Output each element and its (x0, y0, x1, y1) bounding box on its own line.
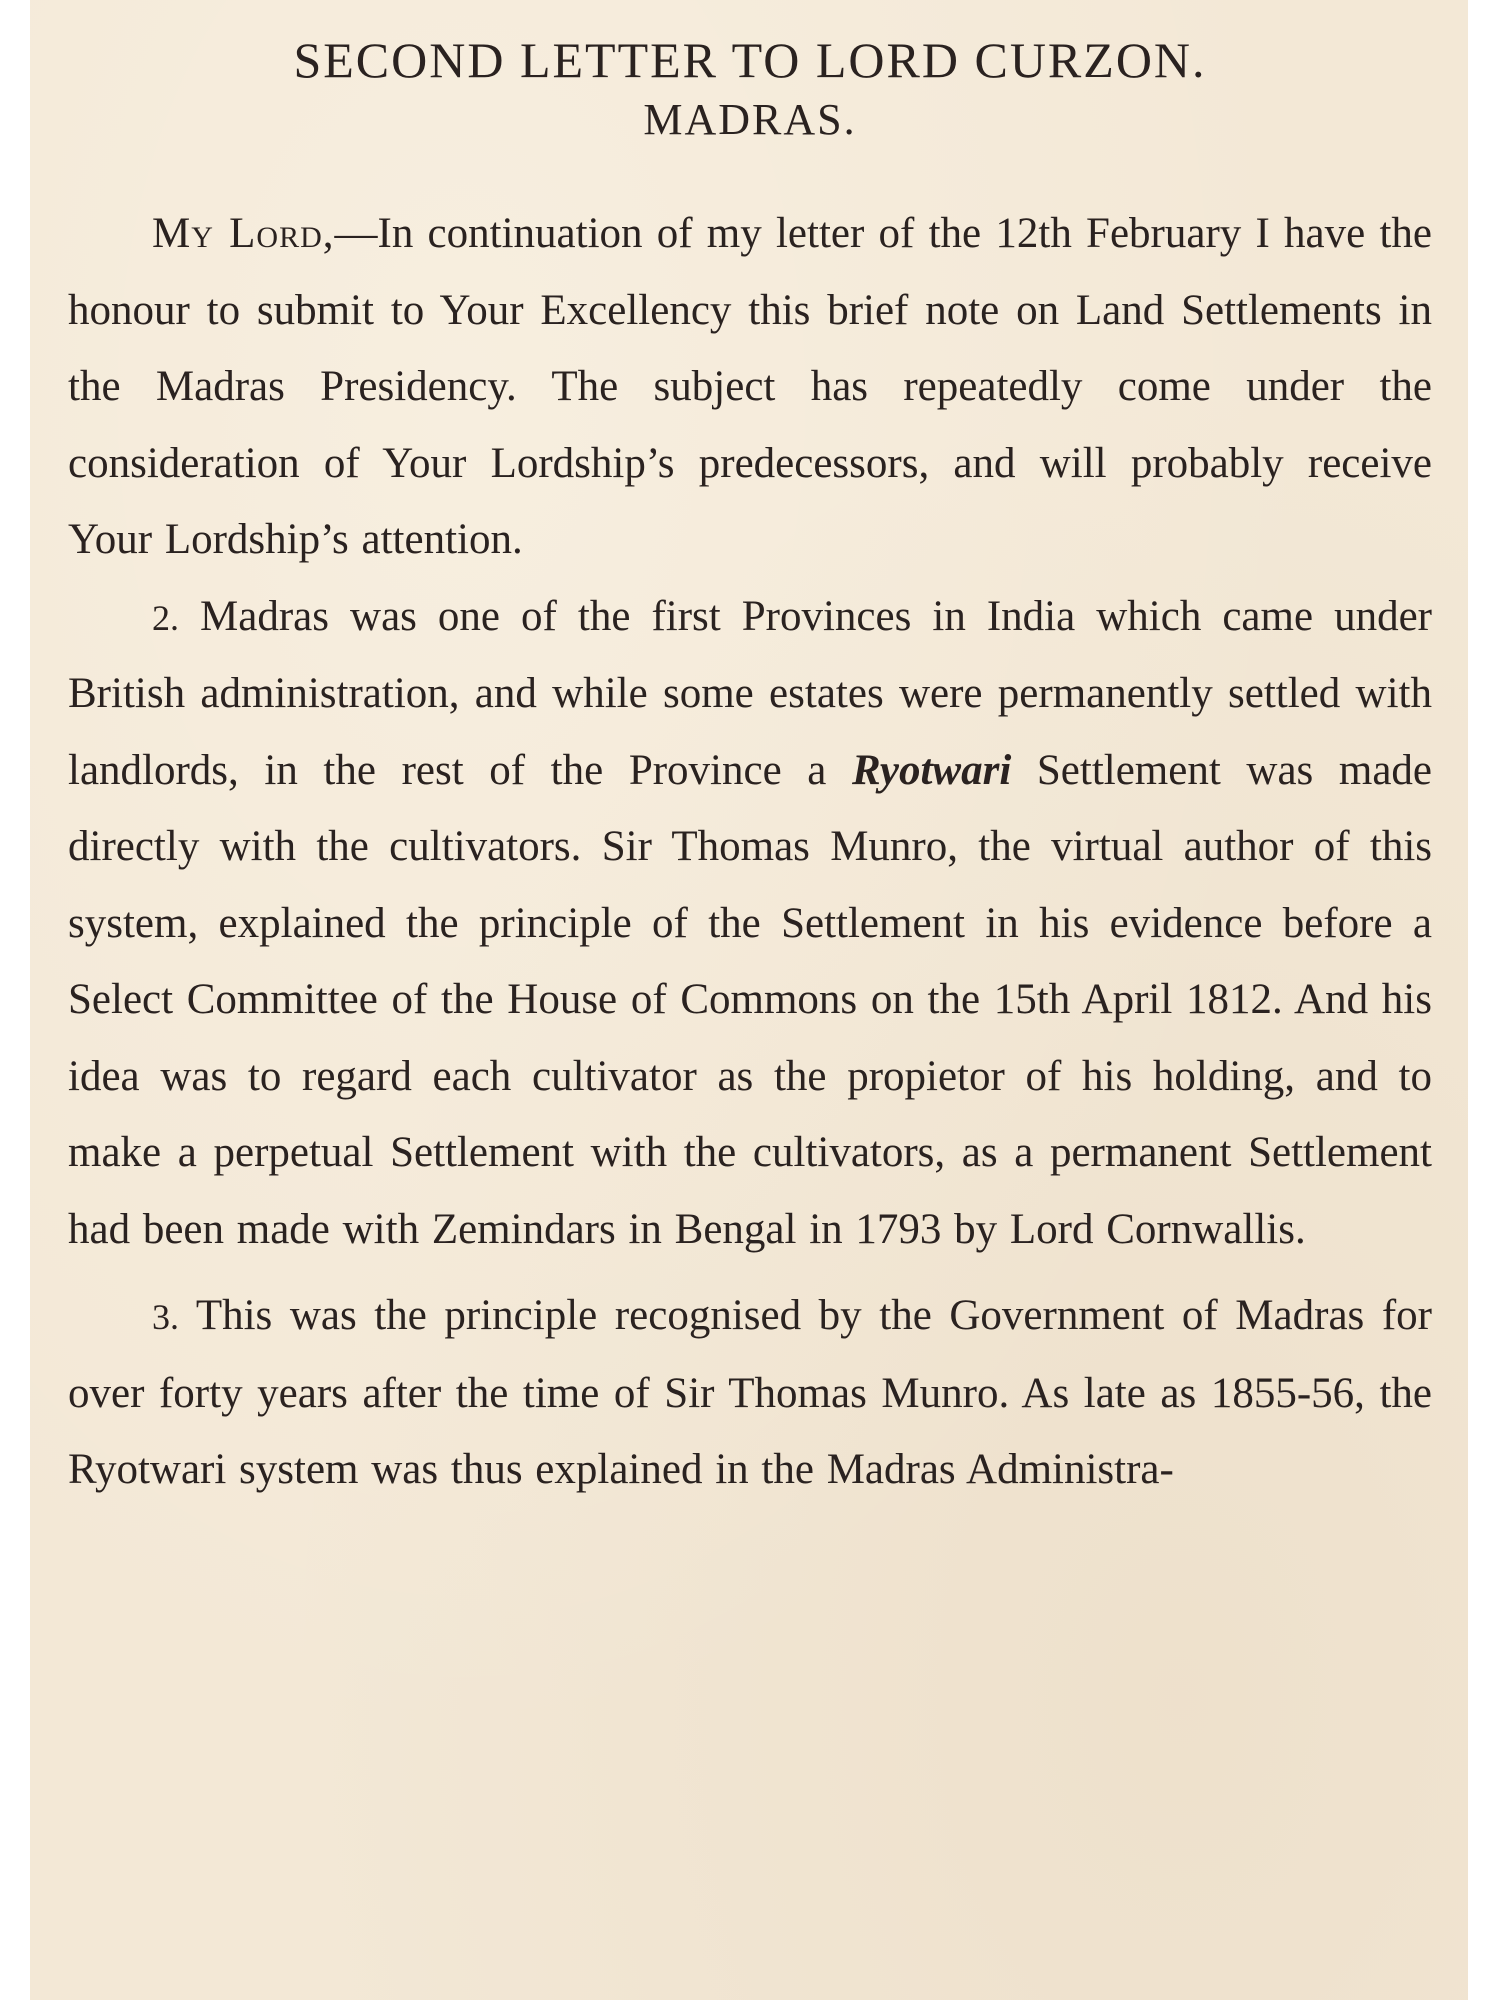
ryotwari-term: Ryotwari (851, 746, 1012, 794)
paragraph-3 (68, 1278, 1432, 1509)
page-subtitle: MADRAS. (643, 95, 857, 144)
paragraph-2-text-start: Madras was one of the first Provinces in India which came under British administration, and while some estates were permanently settled with landlords, in the rest of the Province a (68, 592, 1432, 794)
paragraph-1 (68, 196, 1432, 579)
paragraph-3-number: 3. (152, 1297, 179, 1337)
book-page (30, 0, 1468, 2000)
page-title: SECOND LETTER TO LORD CURZON. (293, 32, 1207, 88)
paragraph-2-text-end: Settlement was made directly with the cultivators. Sir Thomas Munro, the virtual author of this system, explained the principle of the Settlement in his evidence before a Select Committee of the House of Commons on the 15th April 1812. And his idea was to regard each cultivator as the propietor of his holding, and to make a perpetual Settlement with the cultivators, as a permanent Settlement had been made with Zemindars in Bengal in 1793 by Lord Cornwallis. (68, 746, 1432, 1253)
paragraph-1-text: —In continuation of my letter of the 12th February I have the honour to submit to Your Excellency this brief note on Land Settlements in the Madras Presidency. The subject has repeatedly come under the consideration of Your Lordship’s predecessors, and will probably receive Your Lordship’s attention. (68, 210, 1432, 563)
paragraph-2-number: 2. (152, 597, 179, 638)
paragraph-3-text: This was the principle recognised by the Government of Madras for over forty years after the time of Sir Thomas Munro. As late as 1855-56, the Ryotwari system was thus explained in the Madras Administra- (68, 1292, 1432, 1493)
paragraph-2 (68, 579, 1432, 1269)
salutation: My Lord, (152, 210, 335, 257)
